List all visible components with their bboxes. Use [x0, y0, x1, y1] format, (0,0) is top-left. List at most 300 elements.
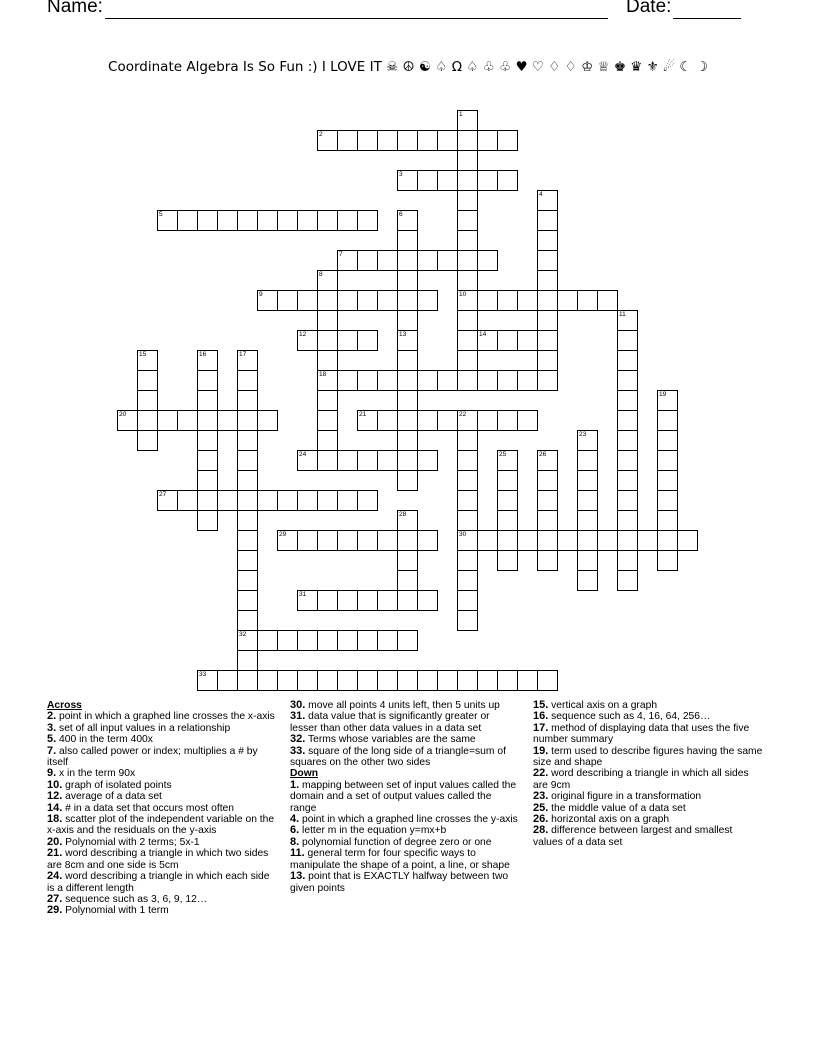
grid-cell[interactable] [537, 210, 558, 231]
grid-cell[interactable] [517, 530, 538, 551]
grid-cell[interactable] [657, 450, 678, 471]
grid-cell[interactable] [397, 350, 418, 371]
grid-cell[interactable] [377, 370, 398, 391]
grid-cell[interactable] [437, 130, 458, 151]
grid-cell[interactable] [577, 490, 598, 511]
grid-cell[interactable] [197, 490, 218, 511]
grid-cell[interactable] [377, 290, 398, 311]
grid-cell[interactable] [617, 410, 638, 431]
clue-text: Terms whose variables are the same [305, 734, 476, 746]
grid-cell[interactable] [177, 410, 198, 431]
clue-number-label: 12 [299, 331, 307, 338]
grid-cell[interactable] [397, 630, 418, 651]
grid-cell[interactable] [357, 250, 378, 271]
grid-cell[interactable] [557, 290, 578, 311]
clue-number-label: 8 [319, 271, 323, 278]
clue-number: 6. [290, 824, 300, 837]
grid-cell[interactable] [437, 250, 458, 271]
grid-cell[interactable] [537, 290, 558, 311]
clue-number: 17. [533, 721, 549, 734]
grid-cell[interactable] [457, 450, 478, 471]
grid-cell[interactable] [237, 470, 258, 491]
grid-cell[interactable] [337, 330, 358, 351]
grid-cell[interactable] [537, 530, 558, 551]
grid-cell[interactable] [657, 550, 678, 571]
grid-cell[interactable] [317, 290, 338, 311]
grid-cell[interactable] [497, 530, 518, 551]
down-clue [533, 746, 763, 769]
grid-cell[interactable] [577, 530, 598, 551]
grid-cell[interactable] [457, 370, 478, 391]
grid-cell[interactable] [197, 410, 218, 431]
grid-cell[interactable] [457, 230, 478, 251]
grid-cell[interactable] [577, 290, 598, 311]
grid-cell[interactable] [497, 330, 518, 351]
clues-column-3 [533, 700, 763, 848]
clue-text: mapping between set of input values called the domain and a set of output values called the range [290, 779, 517, 814]
grid-cell[interactable] [417, 290, 438, 311]
grid-cell[interactable] [457, 150, 478, 171]
clue-number-label: 4 [539, 191, 543, 198]
across-clue [290, 746, 518, 769]
grid-cell[interactable] [457, 270, 478, 291]
grid-cell[interactable] [137, 390, 158, 411]
grid-cell[interactable] [397, 410, 418, 431]
grid-cell[interactable] [457, 330, 478, 351]
clue-number-label: 1 [459, 111, 463, 118]
grid-cell[interactable] [237, 570, 258, 591]
down-clue [533, 711, 763, 722]
grid-cell[interactable] [337, 670, 358, 691]
clue-number: 12. [47, 790, 63, 803]
clue-number-label: 2 [319, 131, 323, 138]
grid-cell[interactable] [517, 290, 538, 311]
clue-text: horizontal axis on a graph [548, 814, 670, 826]
clue-text: word describing a triangle in which all sides are 9cm [533, 768, 749, 791]
grid-cell[interactable] [457, 670, 478, 691]
grid-cell[interactable] [357, 590, 378, 611]
grid-cell[interactable] [317, 430, 338, 451]
grid-cell[interactable] [197, 370, 218, 391]
grid-cell[interactable] [497, 490, 518, 511]
clue-text: Polynomial with 2 terms; 5x-1 [62, 836, 200, 848]
grid-cell[interactable] [357, 370, 378, 391]
grid-cell[interactable] [417, 130, 438, 151]
grid-cell[interactable] [457, 170, 478, 191]
grid-cell[interactable] [417, 530, 438, 551]
grid-cell[interactable] [617, 550, 638, 571]
clue-number: 24. [47, 870, 63, 883]
grid-cell[interactable] [537, 350, 558, 371]
grid-cell[interactable] [577, 450, 598, 471]
grid-cell[interactable] [617, 510, 638, 531]
grid-cell[interactable] [597, 290, 618, 311]
grid-cell[interactable] [637, 530, 658, 551]
clue-text: vertical axis on a graph [548, 700, 658, 711]
clue-number: 9. [47, 767, 57, 780]
grid-cell[interactable] [337, 450, 358, 471]
grid-cell[interactable] [457, 510, 478, 531]
grid-cell[interactable] [617, 470, 638, 491]
grid-cell[interactable] [497, 470, 518, 491]
grid-cell[interactable] [317, 310, 338, 331]
grid-cell[interactable] [617, 330, 638, 351]
grid-cell[interactable] [297, 530, 318, 551]
grid-cell[interactable] [457, 470, 478, 491]
grid-cell[interactable] [477, 250, 498, 271]
grid-cell[interactable] [397, 310, 418, 331]
grid-cell[interactable] [357, 630, 378, 651]
grid-cell[interactable] [217, 490, 238, 511]
grid-cell[interactable] [377, 130, 398, 151]
grid-cell[interactable] [217, 210, 238, 231]
grid-cell[interactable] [257, 210, 278, 231]
grid-cell[interactable] [277, 490, 298, 511]
grid-cell[interactable] [557, 530, 578, 551]
grid-cell[interactable] [297, 490, 318, 511]
grid-cell[interactable] [277, 210, 298, 231]
grid-cell[interactable] [357, 290, 378, 311]
clue-text: graph of isolated points [62, 779, 172, 791]
grid-cell[interactable] [537, 330, 558, 351]
grid-cell[interactable] [657, 510, 678, 531]
clue-number: 16. [533, 710, 549, 723]
grid-cell[interactable] [237, 390, 258, 411]
grid-cell[interactable] [457, 310, 478, 331]
grid-cell[interactable] [337, 490, 358, 511]
grid-cell[interactable] [197, 510, 218, 531]
grid-cell[interactable] [377, 530, 398, 551]
grid-cell[interactable] [237, 530, 258, 551]
grid-cell[interactable] [497, 670, 518, 691]
clue-number-label: 21 [359, 411, 367, 418]
grid-cell[interactable] [337, 590, 358, 611]
clue-text: original figure in a transformation [548, 791, 702, 803]
clue-number-label: 25 [499, 451, 507, 458]
grid-cell[interactable] [477, 530, 498, 551]
grid-cell[interactable] [537, 490, 558, 511]
grid-cell[interactable] [437, 370, 458, 391]
grid-cell[interactable] [357, 670, 378, 691]
clue-number-label: 18 [319, 371, 327, 378]
grid-cell[interactable] [457, 350, 478, 371]
grid-cell[interactable] [217, 670, 238, 691]
clue-text: 400 in the term 400x [56, 734, 153, 746]
grid-cell[interactable] [397, 230, 418, 251]
grid-cell[interactable] [417, 670, 438, 691]
grid-cell[interactable] [357, 210, 378, 231]
grid-cell[interactable] [257, 670, 278, 691]
grid-cell[interactable] [297, 290, 318, 311]
grid-cell[interactable] [337, 290, 358, 311]
grid-cell[interactable] [357, 130, 378, 151]
grid-cell[interactable] [377, 590, 398, 611]
grid-cell[interactable] [397, 450, 418, 471]
grid-cell[interactable] [477, 130, 498, 151]
clue-number-label: 24 [299, 451, 307, 458]
grid-cell[interactable] [497, 130, 518, 151]
grid-cell[interactable] [497, 170, 518, 191]
grid-cell[interactable] [417, 250, 438, 271]
grid-cell[interactable] [417, 370, 438, 391]
grid-cell[interactable] [617, 450, 638, 471]
clue-number-label: 23 [579, 431, 587, 438]
clue-number-label: 30 [459, 531, 467, 538]
across-clue [47, 871, 277, 894]
grid-cell[interactable] [397, 550, 418, 571]
across-clue [47, 711, 277, 722]
across-clue [47, 894, 277, 905]
grid-cell[interactable] [577, 550, 598, 571]
grid-cell[interactable] [437, 670, 458, 691]
grid-cell[interactable] [337, 530, 358, 551]
grid-cell[interactable] [657, 490, 678, 511]
clue-text: difference between largest and smallest values of a data set [533, 825, 733, 848]
down-clue [290, 837, 518, 848]
grid-cell[interactable] [657, 470, 678, 491]
clue-number: 13. [290, 870, 306, 883]
grid-cell[interactable] [617, 570, 638, 591]
grid-cell[interactable] [197, 210, 218, 231]
grid-cell[interactable] [537, 250, 558, 271]
grid-cell[interactable] [177, 490, 198, 511]
grid-cell[interactable] [377, 250, 398, 271]
clue-number-label: 26 [539, 451, 547, 458]
clue-number: 19. [533, 744, 549, 757]
grid-cell[interactable] [477, 670, 498, 691]
grid-cell[interactable] [677, 530, 698, 551]
grid-cell[interactable] [377, 450, 398, 471]
grid-cell[interactable] [517, 670, 538, 691]
grid-cell[interactable] [617, 370, 638, 391]
grid-cell[interactable] [537, 470, 558, 491]
grid-cell[interactable] [457, 490, 478, 511]
grid-cell[interactable] [497, 510, 518, 531]
clue-text: data value that is significantly greater or lesser than other data values in a data set [290, 711, 490, 734]
grid-cell[interactable] [217, 410, 238, 431]
grid-cell[interactable] [457, 250, 478, 271]
grid-cell[interactable] [437, 410, 458, 431]
grid-cell[interactable] [457, 590, 478, 611]
grid-cell[interactable] [397, 570, 418, 591]
grid-cell[interactable] [357, 490, 378, 511]
across-clue [47, 734, 277, 745]
clue-number-label: 16 [199, 351, 207, 358]
grid-cell[interactable] [617, 350, 638, 371]
grid-cell[interactable] [277, 290, 298, 311]
grid-cell[interactable] [497, 290, 518, 311]
grid-cell[interactable] [397, 430, 418, 451]
grid-cell[interactable] [477, 170, 498, 191]
grid-cell[interactable] [577, 470, 598, 491]
grid-cell[interactable] [577, 510, 598, 531]
grid-cell[interactable] [317, 450, 338, 471]
grid-cell[interactable] [357, 330, 378, 351]
clue-number-label: 22 [459, 411, 467, 418]
grid-cell[interactable] [197, 470, 218, 491]
clue-number-label: 20 [119, 411, 127, 418]
grid-cell[interactable] [237, 370, 258, 391]
grid-cell[interactable] [657, 430, 678, 451]
clue-number-label: 27 [159, 491, 167, 498]
grid-cell[interactable] [457, 210, 478, 231]
grid-cell[interactable] [517, 410, 538, 431]
grid-cell[interactable] [237, 590, 258, 611]
clue-number-label: 13 [399, 331, 407, 338]
grid-cell[interactable] [317, 590, 338, 611]
grid-cell[interactable] [457, 610, 478, 631]
grid-cell[interactable] [237, 610, 258, 631]
grid-cell[interactable] [477, 410, 498, 431]
grid-cell[interactable] [457, 190, 478, 211]
grid-cell[interactable] [457, 130, 478, 151]
grid-cell[interactable] [617, 530, 638, 551]
grid-cell[interactable] [297, 630, 318, 651]
grid-cell[interactable] [537, 550, 558, 571]
grid-cell[interactable] [597, 530, 618, 551]
grid-cell[interactable] [457, 430, 478, 451]
grid-cell[interactable] [617, 390, 638, 411]
grid-cell[interactable] [397, 390, 418, 411]
grid-cell[interactable] [257, 630, 278, 651]
clue-number-label: 28 [399, 511, 407, 518]
grid-cell[interactable] [477, 370, 498, 391]
clue-number: 30. [290, 699, 306, 711]
clue-number: 20. [47, 835, 63, 848]
grid-cell[interactable] [397, 470, 418, 491]
grid-cell[interactable] [137, 430, 158, 451]
clue-text: general term for four specific ways to manipulate the shape of a point, a line, or shape [290, 848, 510, 871]
grid-cell[interactable] [517, 370, 538, 391]
clue-number: 4. [290, 813, 300, 826]
grid-cell[interactable] [657, 410, 678, 431]
grid-cell[interactable] [237, 450, 258, 471]
grid-cell[interactable] [317, 630, 338, 651]
grid-cell[interactable] [257, 410, 278, 431]
clue-number: 32. [290, 733, 306, 746]
grid-cell[interactable] [297, 670, 318, 691]
clue-text: letter m in the equation y=mx+b [299, 825, 447, 837]
grid-cell[interactable] [297, 210, 318, 231]
clue-number-label: 29 [279, 531, 287, 538]
grid-cell[interactable] [397, 370, 418, 391]
grid-cell[interactable] [537, 310, 558, 331]
grid-cell[interactable] [657, 530, 678, 551]
grid-cell[interactable] [537, 370, 558, 391]
grid-cell[interactable] [157, 410, 178, 431]
grid-cell[interactable] [237, 670, 258, 691]
grid-cell[interactable] [237, 650, 258, 671]
grid-cell[interactable] [137, 410, 158, 431]
across-heading: Across [47, 700, 82, 711]
grid-cell[interactable] [197, 390, 218, 411]
grid-cell[interactable] [237, 490, 258, 511]
grid-cell[interactable] [257, 490, 278, 511]
grid-cell[interactable] [277, 630, 298, 651]
grid-cell[interactable] [497, 550, 518, 571]
grid-cell[interactable] [237, 430, 258, 451]
grid-cell[interactable] [237, 210, 258, 231]
clue-number: 29. [47, 904, 63, 917]
down-clue [533, 723, 763, 746]
clue-number-label: 19 [659, 391, 667, 398]
grid-cell[interactable] [197, 450, 218, 471]
grid-cell[interactable] [317, 210, 338, 231]
grid-cell[interactable] [317, 350, 338, 371]
grid-cell[interactable] [397, 670, 418, 691]
grid-cell[interactable] [457, 570, 478, 591]
grid-cell[interactable] [377, 630, 398, 651]
grid-cell[interactable] [517, 330, 538, 351]
grid-cell[interactable] [177, 210, 198, 231]
grid-cell[interactable] [317, 330, 338, 351]
grid-cell[interactable] [357, 450, 378, 471]
grid-cell[interactable] [317, 530, 338, 551]
grid-cell[interactable] [397, 590, 418, 611]
grid-cell[interactable] [457, 550, 478, 571]
across-clue [47, 905, 277, 916]
date-label: Date: [626, 0, 672, 17]
grid-cell[interactable] [337, 370, 358, 391]
grid-cell[interactable] [417, 450, 438, 471]
grid-cell[interactable] [197, 430, 218, 451]
grid-cell[interactable] [437, 170, 458, 191]
grid-cell[interactable] [397, 130, 418, 151]
grid-cell[interactable] [337, 130, 358, 151]
grid-cell[interactable] [357, 530, 378, 551]
grid-cell[interactable] [237, 410, 258, 431]
grid-cell[interactable] [317, 670, 338, 691]
grid-cell[interactable] [397, 530, 418, 551]
grid-cell[interactable] [397, 250, 418, 271]
clue-number: 8. [290, 835, 300, 848]
clue-text: set of all input values in a relationship [56, 722, 231, 734]
grid-cell[interactable] [317, 410, 338, 431]
clue-number-label: 9 [259, 291, 263, 298]
grid-cell[interactable] [317, 490, 338, 511]
grid-cell[interactable] [537, 270, 558, 291]
grid-cell[interactable] [577, 570, 598, 591]
grid-cell[interactable] [417, 170, 438, 191]
grid-cell[interactable] [417, 410, 438, 431]
grid-cell[interactable] [497, 370, 518, 391]
grid-cell[interactable] [617, 490, 638, 511]
grid-cell[interactable] [377, 410, 398, 431]
grid-cell[interactable] [617, 430, 638, 451]
grid-cell[interactable] [137, 370, 158, 391]
grid-cell[interactable] [417, 590, 438, 611]
grid-cell[interactable] [337, 210, 358, 231]
grid-cell[interactable] [237, 510, 258, 531]
grid-cell[interactable] [477, 290, 498, 311]
clue-number: 5. [47, 733, 57, 746]
grid-cell[interactable] [397, 290, 418, 311]
grid-cell[interactable] [397, 270, 418, 291]
grid-cell[interactable] [537, 230, 558, 251]
clue-number: 10. [47, 778, 63, 791]
grid-cell[interactable] [237, 550, 258, 571]
grid-cell[interactable] [377, 670, 398, 691]
clue-number: 27. [47, 892, 63, 905]
grid-cell[interactable] [337, 630, 358, 651]
grid-cell[interactable] [317, 390, 338, 411]
clue-number: 18. [47, 813, 63, 826]
grid-cell[interactable] [537, 510, 558, 531]
grid-cell[interactable] [497, 410, 518, 431]
grid-cell[interactable] [537, 670, 558, 691]
down-clue [290, 825, 518, 836]
grid-cell[interactable] [277, 670, 298, 691]
